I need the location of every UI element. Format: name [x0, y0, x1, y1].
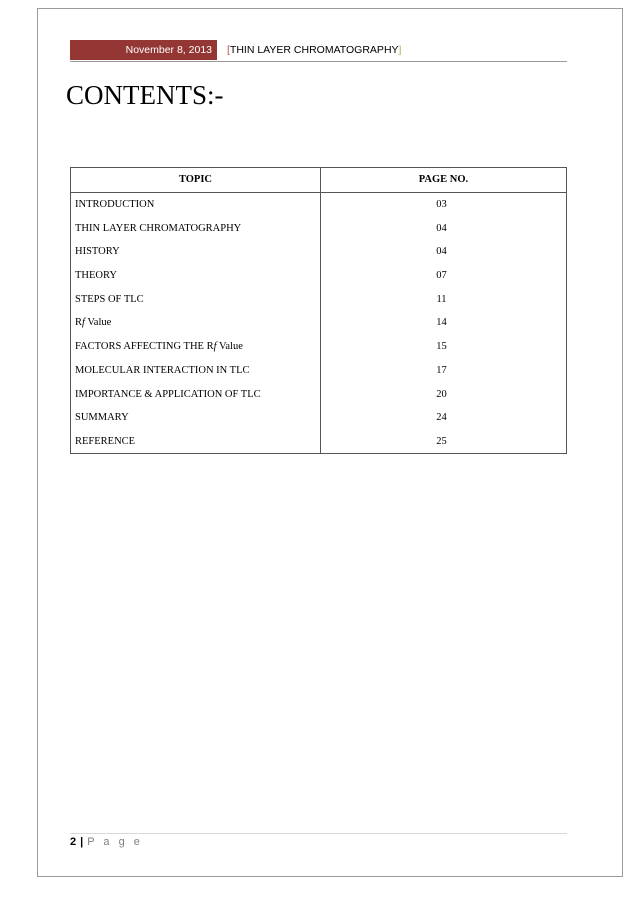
topic-cell: IMPORTANCE & APPLICATION OF TLC: [71, 382, 321, 406]
table-row: [71, 192, 567, 216]
topic-cell: THEORY: [71, 264, 321, 288]
topic-cell: FACTORS AFFECTING THE Rf Value: [71, 335, 321, 359]
page-cell: 20: [321, 382, 567, 406]
topic-cell: MOLECULAR INTERACTION IN TLC: [71, 359, 321, 383]
footer-separator: |: [80, 836, 84, 848]
page-cell: 04: [321, 216, 567, 240]
page-cell: 15: [321, 335, 567, 359]
header-bracket-open: [: [227, 44, 230, 56]
table-header-row: [71, 168, 567, 193]
page-cell: 14: [321, 311, 567, 335]
page-cell: 11: [321, 287, 567, 311]
page-footer: [70, 836, 143, 848]
page-label: P a g e: [87, 836, 143, 848]
contents-table: [70, 167, 567, 454]
header-date-band: [70, 40, 217, 60]
header-bracket-close: ]: [398, 44, 402, 56]
column-header-page: PAGE NO.: [321, 168, 567, 193]
table-row: [71, 430, 567, 454]
header-title: [227, 40, 401, 60]
table-row: [71, 287, 567, 311]
header-rule: [70, 61, 567, 62]
table-row: [71, 406, 567, 430]
table-row: [71, 382, 567, 406]
table-row: [71, 264, 567, 288]
page-number: 2: [70, 836, 77, 848]
topic-cell: HISTORY: [71, 240, 321, 264]
topic-cell: INTRODUCTION: [71, 192, 321, 216]
column-header-topic: TOPIC: [71, 168, 321, 193]
footer-rule: [70, 833, 567, 834]
table-row: [71, 335, 567, 359]
table-row: [71, 359, 567, 383]
page-cell: 07: [321, 264, 567, 288]
page-cell: 25: [321, 430, 567, 454]
header-title-text: THIN LAYER CHROMATOGRAPHY: [229, 44, 399, 56]
page-cell: 17: [321, 359, 567, 383]
topic-cell: SUMMARY: [71, 406, 321, 430]
contents-heading: CONTENTS:-: [66, 80, 224, 110]
topic-cell: STEPS OF TLC: [71, 287, 321, 311]
table-row: [71, 240, 567, 264]
topic-cell: Rf Value: [71, 311, 321, 335]
header-date: November 8, 2013: [125, 44, 212, 56]
topic-cell: THIN LAYER CHROMATOGRAPHY: [71, 216, 321, 240]
table-row: [71, 311, 567, 335]
page-cell: 03: [321, 192, 567, 216]
page-cell: 24: [321, 406, 567, 430]
rf-subscript: f: [213, 341, 217, 353]
rf-subscript: f: [82, 317, 85, 329]
table-row: [71, 216, 567, 240]
topic-cell: REFERENCE: [71, 430, 321, 454]
page-cell: 04: [321, 240, 567, 264]
